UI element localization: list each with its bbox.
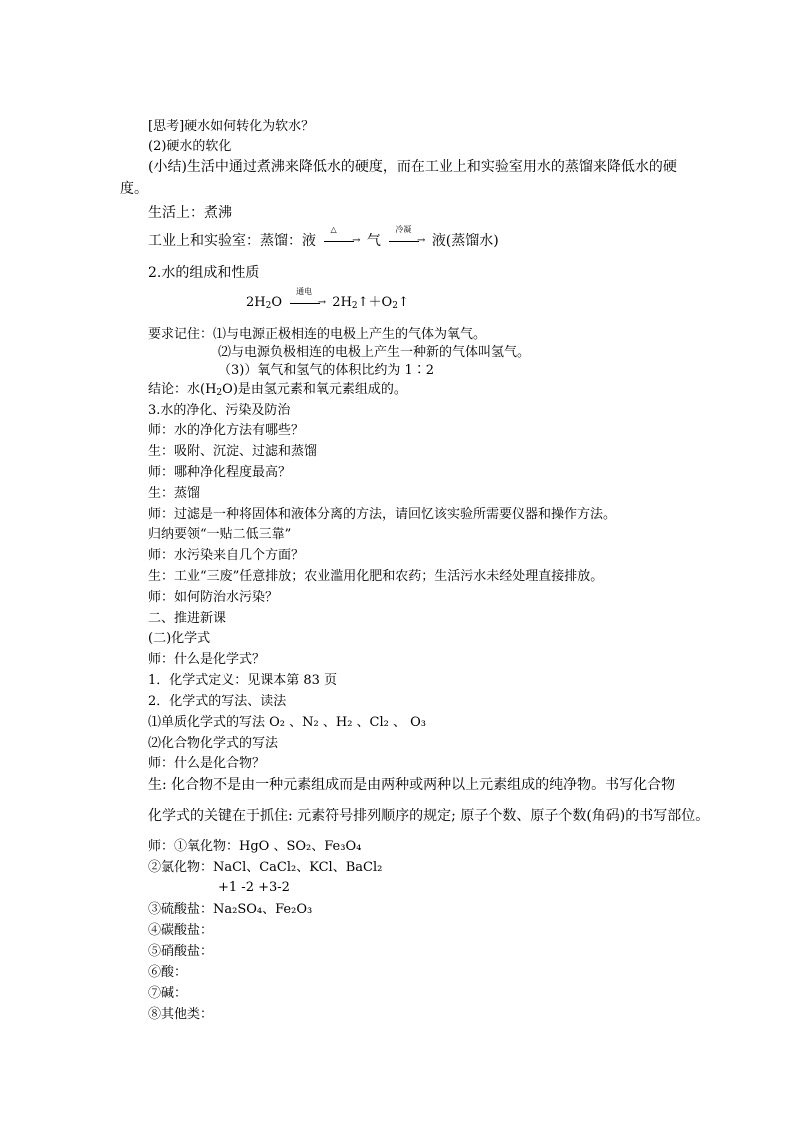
teacher-q2: 师：哪种净化程度最高？ xyxy=(148,465,292,480)
formula-writing: 2．化学式的写法、读法 xyxy=(148,694,287,709)
teacher-q3: 师：水污染来自几个方面？ xyxy=(148,548,305,563)
chlorides: ②氯化物：NaCl、CaCl₂、KCl、BaCl₂ xyxy=(148,860,383,875)
sulfates: ③硫酸盐：Na₂SO₄、Fe₂O₃ xyxy=(148,902,313,917)
teacher-q1: 师：水的净化方法有哪些？ xyxy=(148,423,305,438)
distillation-text-1: 工业上和实验室：蒸馏：液 xyxy=(148,233,316,249)
distillation-line xyxy=(148,225,499,250)
distillation-text-2: 气 xyxy=(366,233,381,249)
compound-formulas: ⑵化合物化学式的写法 xyxy=(148,736,279,751)
student-a1: 生：吸附、沉淀、过滤和蒸馏 xyxy=(148,444,318,459)
section-new-lesson: 二、推进新课 xyxy=(148,611,227,626)
conclusion: 结论：水$(H_2O)$是由氢元素和氧元素组成的。 xyxy=(148,382,407,398)
remember-1: 要求记住：⑴与电源正极相连的电极上产生的气体为氧气。 xyxy=(148,327,487,342)
element-formulas: ⑴单质化学式的写法 O₂ 、N₂ 、H₂ 、Cl₂ 、 O₃ xyxy=(148,715,426,730)
teacher-q6: 师：什么是化合物？ xyxy=(148,756,266,771)
section-water-composition: 2.水的组成和性质 xyxy=(148,265,260,281)
acids: ⑥酸： xyxy=(148,965,188,980)
compound-definition-1: 生: 化合物不是由一种元素组成而是由两种或两种以上元素组成的纯净物。书写化合物 xyxy=(148,777,676,793)
daily-life-method: 生活上：煮沸 xyxy=(148,205,232,221)
section-hard-water-softening: (2)硬水的软化 xyxy=(148,139,232,154)
formula-definition: 1．化学式定义：见课本第 83 页 xyxy=(148,673,338,688)
carbonates: ④碳酸盐： xyxy=(148,923,214,938)
think-question: [思考]硬水如何转化为软水？ xyxy=(148,119,315,134)
condense-label: 冷凝 xyxy=(395,225,412,234)
student-a2: 生：蒸馏 xyxy=(148,486,201,501)
remember-3: （3)）氧气和氢气的体积比约为 1∶2 xyxy=(218,363,435,378)
compound-definition-2: 化学式的关键在于抓住: 元素符号排列顺序的规定; 原子个数、原子个数(角码)的书写部位。 xyxy=(148,808,710,824)
bases: ⑦碱： xyxy=(148,986,188,1001)
electrolysis-condition: 通电 xyxy=(296,286,313,296)
teacher-q5: 师：什么是化学式？ xyxy=(148,652,266,667)
heat-symbol: △ xyxy=(330,225,337,234)
others: ⑧其他类： xyxy=(148,1007,214,1022)
filtration-key-points: 归纳要领“一贴二低三靠” xyxy=(148,527,292,542)
distillation-text-3: 液(蒸馏水) xyxy=(431,233,499,249)
oxides: 师：①氧化物：HgO 、SO₂、Fe₃O₄ xyxy=(148,839,362,854)
teacher-filtration: 师：过滤是一种将固体和液体分离的方法，请回忆该实验所需要仪器和操作方法。 xyxy=(148,507,617,522)
condense-arrow: 冷凝 → xyxy=(387,234,425,248)
section-chemical-formula: (二)化学式 xyxy=(148,631,211,646)
valence-marks: +1 -2 +3-2 xyxy=(218,880,290,895)
remember-2: ⑵与电源负极相连的电极上产生一种新的气体叫氢气。 xyxy=(218,345,531,360)
student-a3: 生：工业“三废”任意排放；农业滥用化肥和农药；生活污水未经处理直接排放。 xyxy=(148,569,604,584)
teacher-q4: 师：如何防治水污染？ xyxy=(148,590,279,605)
section-water-purification: 3.水的净化、污染及防治 xyxy=(148,403,291,418)
electrolysis-arrow: 通电 → xyxy=(288,296,326,310)
nitrates: ⑤硝酸盐： xyxy=(148,944,214,959)
summary-line-1: (小结)生活中通过煮沸来降低水的硬度，而在工业上和实验室用水的蒸馏来降低水的硬 xyxy=(148,159,677,175)
heat-arrow: △ → xyxy=(322,234,360,248)
electrolysis-equation: $2H_2O$ 通电 → $2H_2↑+O_2↑$ xyxy=(246,286,409,311)
summary-line-2: 度。 xyxy=(120,181,148,197)
